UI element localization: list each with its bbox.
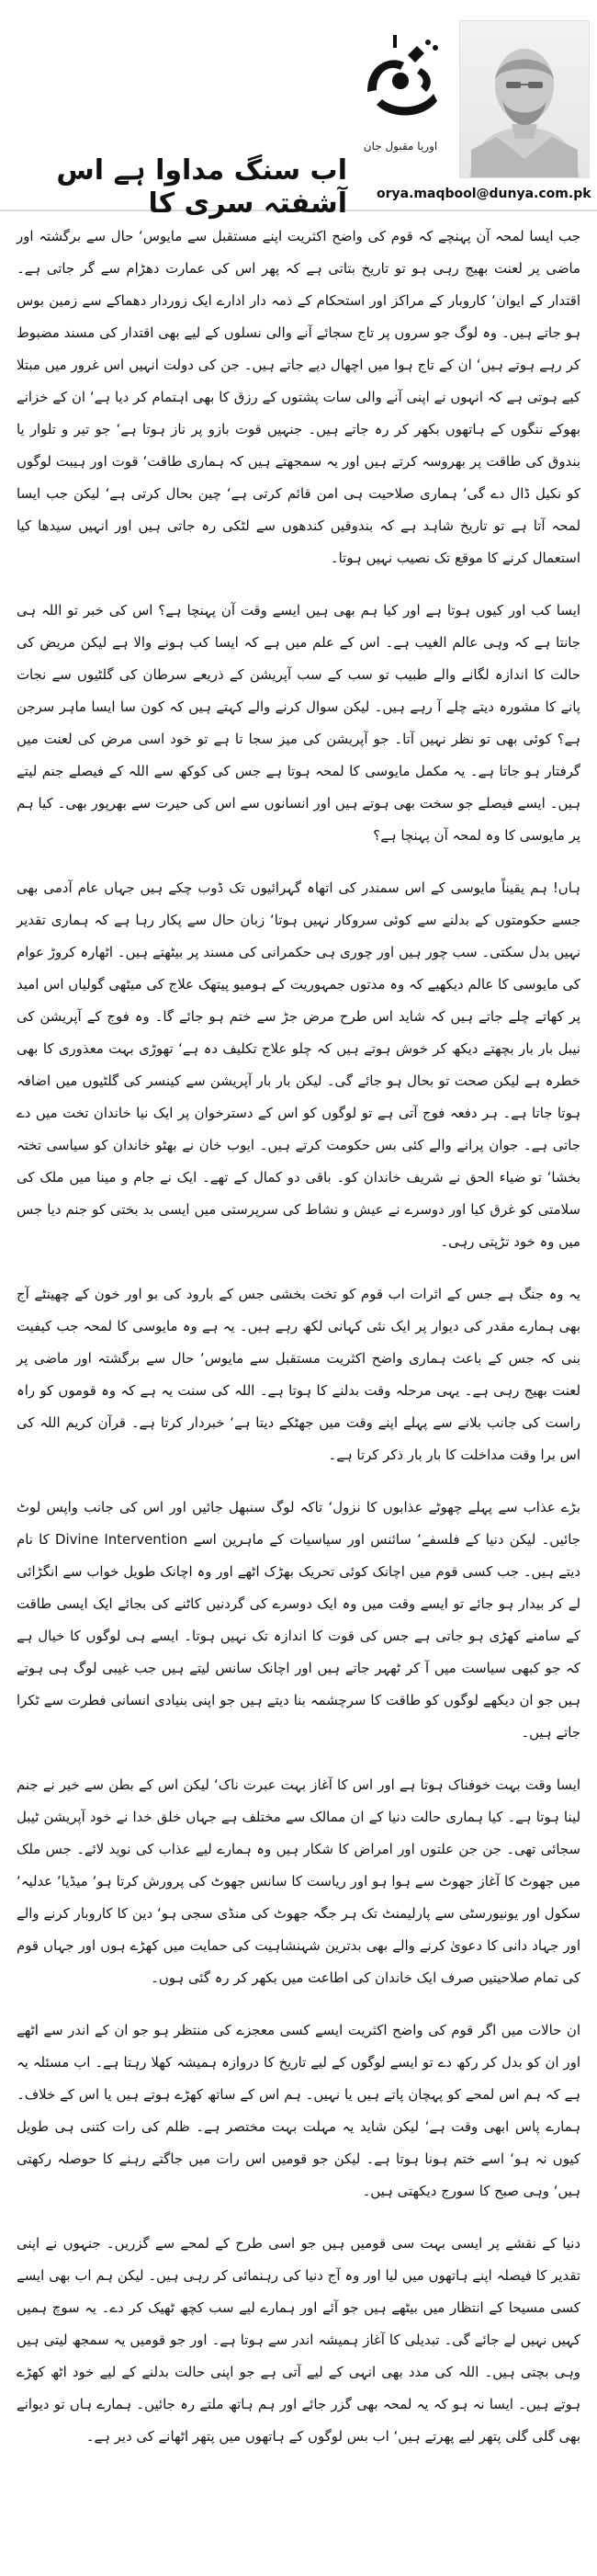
- article-body: [17, 221, 580, 2473]
- article-paragraph: ہاں! ہم یقیناً مایوسی کے اس سمندر کی اتھاہ گہرائیوں تک ڈوب چکے ہیں جہاں عام آدمی بھی جسے حکومتوں کے بدلنے سے کوئی سروکار نہیں ہوتا‘ زبان حال سے پکار رہا ہے کہ ہماری تقدیر نہیں بدل سکتی۔ سب چور ہیں اور چوری ہی حکمرانی کی مسند پر بیٹھتے ہیں۔ اٹھارہ کروڑ عوام کی مایوسی کا عالم دیکھیے کہ وہ مدتوں جمہوریت کے ہومیو پیتھک علاج کی میٹھی گولیاں اس امید پر کھاتے چلے جاتے ہیں کہ شاید اس طرح مرض جڑ سے ختم ہو جائے گا۔ وہ فوج کے آپریشن کی نیبل بار بار بچھتے دیکھ کر خوش ہوتے ہیں کہ چلو علاج تکلیف دہ ہے‘ تھوڑی بہت معذوری کا بھی خطرہ ہے لیکن صحت تو بحال ہو جائے گی۔ لیکن بار بار آپریشن سے کینسر کی گلٹیوں میں اضافہ ہوتا جاتا ہے۔ ہر دفعہ فوج آتی ہے تو لوگوں کو اس کے دسترخوان پر ایک نیا خاندان تخت میں دے جاتی ہے۔ جوان پرانے والے کئی بس حکومت کرتے ہیں۔ ایوب خان نے بھٹو خاندان کو سیاسی تختہ بخشا‘ تو ضیاء الحق نے شریف خاندان کو۔ باقی دو کمال کے تھے۔ ایک نے جام و مینا میں ملک کی سلامتی کو غرق کیا اور دوسرے نے عیش و نشاط کی سرپرستی میں ایسی بد بختی کو جنم دیا جس میں وہ خود تڑپتی رہی۔: [17, 879, 580, 1250]
- article-paragraph: یہ وہ جنگ ہے جس کے اثرات اب قوم کو تخت بخشی جس کے بارود کی بو اور خون کے چھینٹے آج بھی ہمارے مقدر کی دیوار پر ایک نئی کہانی لکھ رہے ہیں۔ یہ ہے وہ مایوسی کا لمحہ جب کیفیت بنی کہ جس کے باعث ہماری واضح اکثریت مستقبل سے مایوس‘ حال سے برگشتہ اور ماضی پر لعنت بھیج رہی ہے۔ یہی مرحلہ وقت بدلنے کا ہوتا ہے۔ اللہ کی سنت یہ ہے کہ وہ قوموں کو راہ راست کی جانب بلانے سے پہلے اپنے وقت میں جھٹکے دیتا ہے‘ خبردار کرتا ہے۔ قرآن کریم اللہ کی اس برا وقت مداخلت کا بار بار ذکر کرتا ہے۔: [17, 1286, 580, 1463]
- article-paragraph: بڑے عذاب سے پہلے چھوٹے عذابوں کا نزول‘ تاکہ لوگ سنبھل جائیں اور اس کی جانب واپس لوٹ جائیں۔ لیکن دنیا کے فلسفے‘ سائنس اور سیاسیات کے ماہرین اسے Divine Intervention کا نام دیتے ہیں۔ جب کسی قوم میں اچانک کوئی تحریک بھڑک اٹھے اور وہ اچانک طویل خواب سے انگڑائی لے کر بیدار ہو جائے تو ایسے وقت میں وہ ایک دوسرے کی گردنیں کاٹنے کی بجائے ایک ایسی طاقت کے سامنے کھڑی ہو جاتی ہے جس کی قوت کا اندازہ تک نہیں ہوتا۔ ایسے ہی لوگوں کا خیال ہے کہ جو کبھی سیاست میں آ کر ٹھہر جاتے ہیں اور اچانک سانس لیتے ہیں جب غیبی لوگ ہی ہوتے ہیں جو ان دیکھے لوگوں کو طاقت کا سرچشمہ بنا دیتے ہیں جو اپنی بنیادی انسانی فطرت سے ٹکرا جاتے ہیں۔: [17, 1499, 580, 1741]
- column-brand: [349, 28, 452, 165]
- article-paragraph: ایسا وقت بہت خوفناک ہوتا ہے اور اس کا آغاز بہت عبرت ناک‘ لیکن اس کے بطن سے خیر نے جنم لینا ہوتا ہے۔ کیا ہماری حالت دنیا کے ان ممالک سے مختلف ہے جہاں خلق خدا نے خود آپریشن ٹیبل سجائی تھی۔ جن جن علتوں اور امراض کا شکار ہیں وہ ہمارے لیے عذاب کی نوید لائے۔ جس ملک میں جھوٹ کا آغاز جھوٹ سے ہوا ہو اور ریاست کا سانس جھوٹ کی پرورش کرتا ہو‘ میڈیا‘ عدلیہ‘ سکول اور یونیورسٹی سے پارلیمنٹ تک ہر جگہ جھوٹ کی منڈی سجی ہو‘ دین کا کاروبار کرنے والے اور جہاد دانی کا دعویٰ کرنے والے بھی بدترین شہنشاہیت کی حمایت میں کھڑے ہوں اور جہاں قوم کی تمام صلاحیتیں صرف ایک خاندان کی اطاعت میں بکھر کر رہ گئی ہوں۔: [17, 1776, 580, 1986]
- column-header: [0, 9, 597, 220]
- column-headline: اب سنگ مداوا ہے اس آشفتہ سری کا: [56, 154, 347, 220]
- author-portrait-icon: [460, 21, 589, 177]
- article-paragraph: ایسا کب اور کیوں ہوتا ہے اور کیا ہم بھی ہیں ایسے وقت آن پہنچا ہے؟ اس کی خبر تو اللہ ہی جانتا ہے کہ وہی عالم الغیب ہے۔ اس کے علم میں ہے کہ ایسا کب ہونے والا ہے لیکن مریض کی حالت کا اندازہ لگانے والے طبیب تو سب کے سب آپریشن کے ذریعے سرطان کی گلٹیوں سے نجات پانے کا مشورہ دیتے چلے آ رہے ہیں۔ لیکن سوال کرنے والے کہتے ہیں کہ کون سا ایسا ماہر سرجن ہے؟ کوئی بھی تو نظر نہیں آتا۔ جو آپریشن کی میز سجا تا ہے تو خود اسی مرض کی لعنت میں گرفتار ہو جاتا ہے۔ یہ مکمل مایوسی کا لمحہ ہوتا ہے جس کی کوکھ سے اللہ کے فیصلے جنم لیتے ہیں۔ ایسے فیصلے جو سخت بھی ہوتے ہیں اور انسانوں سے اس کی حیرت سے بھرپور بھی۔ کیا ہم پر مایوسی کا وہ لمحہ آن پہنچا ہے؟: [17, 602, 580, 844]
- article-paragraph: ان حالات میں اگر قوم کی واضح اکثریت ایسے کسی معجزے کی منتظر ہو جو ان کے اندر سے اٹھے اور ان کو بدل کر رکھ دے تو ایسے لوگوں کے لیے تاریخ کا دروازہ ہمیشہ کھلا رہتا ہے۔ اب مسئلہ یہ ہے کہ ہم اس لمحے کو پہچان پاتے ہیں یا نہیں۔ ہم اس کے ساتھ کھڑے ہوتے ہیں یا اس کے خلاف۔ ہمارے پاس ابھی وقت ہے‘ لیکن شاید یہ مہلت بہت مختصر ہے۔ ظلم کی رات کتنی ہی طویل کیوں نہ ہو‘ اسے ختم ہونا ہوتا ہے۔ لیکن جو قومیں اس رات میں جاگتے رہنے کا حوصلہ رکھتی ہیں‘ وہی صبح کا سورج دیکھتی ہیں۔: [17, 2022, 580, 2199]
- author-email[interactable]: orya.maqbool@dunya.com.pk: [377, 187, 591, 201]
- harf-e-raaz-logo-icon: [349, 28, 452, 138]
- brand-author-name: اوریا مقبول جان: [363, 140, 438, 153]
- article-paragraph: جب ایسا لمحہ آن پہنچے کہ قوم کی واضح اکثریت اپنے مستقبل سے مایوس‘ حال سے برگشتہ اور ماضی پر لعنت بھیج رہی ہو تو تاریخ بتاتی ہے کہ پھر اس کی عمارت دھڑام سے گر جاتی ہے۔ اقتدار کے ایوان‘ کاروبار کے مراکز اور استحکام کے ذمہ دار ادارے ایک زوردار دھماکے سے زمین بوس ہو جاتے ہیں۔ وہ لوگ جو سروں پر تاج سجائے آنے والی نسلوں کے لیے بھی اقتدار کی مسند مضبوط کر رہے ہوتے ہیں‘ ان کے تاج ہوا میں اچھال دیے جاتے ہیں۔ جن کی دولت انہیں اس غرور میں مبتلا کیے ہوتی ہے کہ انہوں نے اپنی آنے والی سات پشتوں کے رزق کا بھی اہتمام کر دیا ہے‘ ان کے خزانے بھوکے ننگوں کے ہاتھوں بکھر کر رہ جاتے ہیں۔ جنہیں قوت بازو پر ناز ہوتا ہے‘ جو تیر و تلوار یا بندوق کی طاقت پر بھروسہ کرتے ہیں اور یہ سمجھتے ہیں کہ ہماری طاقت‘ قوت اور ہیبت لوگوں کو نکیل ڈال دے گی‘ ہماری صلاحیت ہی امن قائم کرتی ہے‘ چین بحال کرتی ہے‘ لیکن جب ایسا لمحہ آتا ہے تو تاریخ شاہد ہے کہ بندوقیں کندھوں سے لٹکی رہ جاتی ہیں اور انہیں سیدھا کیا استعمال کرنے کا موقع تک نصیب نہیں ہوتا۔: [17, 228, 580, 566]
- article-paragraph: دنیا کے نقشے پر ایسی بہت سی قومیں ہیں جو اسی طرح کے لمحے سے گزریں۔ جنہوں نے اپنی تقدیر کا فیصلہ اپنے ہاتھوں میں لیا اور وہ آج دنیا کی رہنمائی کر رہی ہیں۔ لیکن ہم اب بھی ایسے کسی مسیحا کے انتظار میں بیٹھے ہیں جو آئے اور ہمارے لیے سب کچھ ٹھیک کر دے۔ یہ سوچ ہمیں کہیں نہیں لے جائے گی۔ تبدیلی کا آغاز ہمیشہ اندر سے ہوتا ہے۔ اور جو قومیں یہ سمجھ لیتی ہیں وہی بچتی ہیں۔ اللہ کی مدد بھی انہی کے لیے آتی ہے جو اپنی حالت بدلنے کے لیے خود اٹھ کھڑے ہوتے ہیں۔ ایسا نہ ہو کہ یہ لمحہ بھی گزر جائے اور ہم ہاتھ ملتے رہ جائیں۔ ہمارے ہاں تو دیوانے بھی گلی گلی پتھر لیے پھرتے ہیں‘ اب بس لوگوں کے ہاتھوں میں پتھر اٹھانے کی دیر ہے۔: [17, 2235, 580, 2445]
- author-photo: [459, 20, 590, 178]
